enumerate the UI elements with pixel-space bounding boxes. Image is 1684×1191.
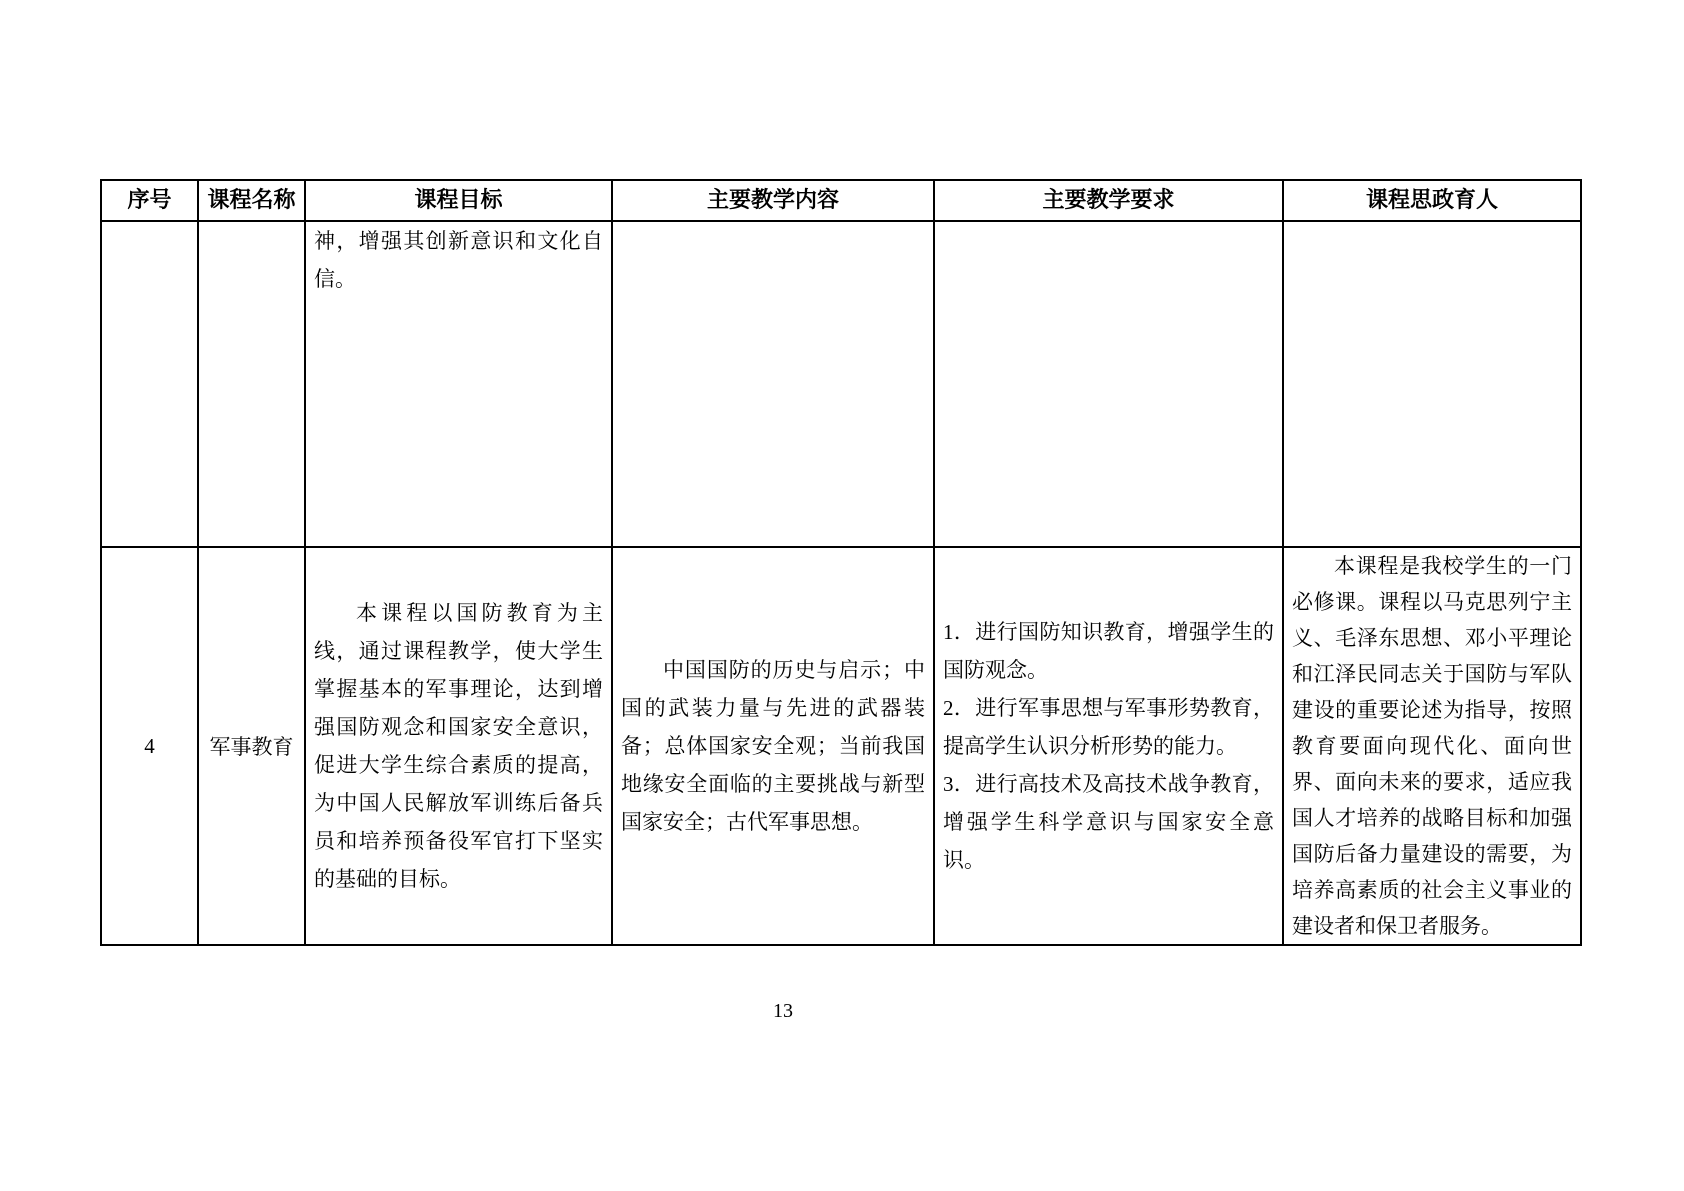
ideology-text: 本课程是我校学生的一门必修课。课程以马克思列宁主义、毛泽东思想、邓小平理论和江泽民同志关于国防与军队建设的重要论述为指导，按照教育要面向现代化、面向世界、面向未来的要求，适应我国人才培养的战略目标和加强国防后备力量建设的需要，为培养高素质的社会主义事业的建设者和保卫者服务。 [1292,554,1572,938]
cell-ideology [1283,547,1581,945]
cell-requirement-empty [934,221,1283,547]
cell-course-name-empty [198,221,305,547]
cell-requirement [934,547,1283,945]
table-row-military-education [101,547,1581,945]
table-header-row [101,180,1581,221]
cell-course-name: 军事教育 [198,547,305,945]
cell-content-empty [612,221,934,547]
cell-objective-continuation [305,221,612,547]
cell-objective [305,547,612,945]
course-table [100,179,1582,946]
content-text: 中国国防的历史与启示；中国的武装力量与先进的武器装备；总体国家安全观；当前我国地缘安全面临的主要挑战与新型国家安全；古代军事思想。 [621,658,925,834]
header-cell-seq: 序号 [101,180,198,221]
objective-text: 本课程以国防教育为主线，通过课程教学，使大学生掌握基本的军事理论，达到增强国防观念和国家安全意识，促进大学生综合素质的提高，为中国人民解放军训练后备兵员和培养预备役军官打下坚实的基础的目标。 [314,601,603,891]
header-cell-requirement: 主要教学要求 [934,180,1283,221]
cell-content [612,547,934,945]
header-cell-ideology: 课程思政育人 [1283,180,1581,221]
header-cell-course-name: 课程名称 [198,180,305,221]
header-cell-content: 主要教学内容 [612,180,934,221]
table-row-continuation [101,221,1581,547]
page-number: 13 [773,1000,793,1022]
cell-ideology-empty [1283,221,1581,547]
requirement-item-2: 2．进行军事思想与军事形势教育，提高学生认识分析形势的能力。 [943,696,1274,758]
cell-seq-empty [101,221,198,547]
requirement-item-1: 1．进行国防知识教育，增强学生的国防观念。 [943,620,1274,682]
cell-seq: 4 [101,547,198,945]
requirement-item-3: 3．进行高技术及高技术战争教育，增强学生科学意识与国家安全意识。 [943,772,1274,872]
header-cell-objective: 课程目标 [305,180,612,221]
objective-continuation-text: 神，增强其创新意识和文化自信。 [314,229,603,291]
